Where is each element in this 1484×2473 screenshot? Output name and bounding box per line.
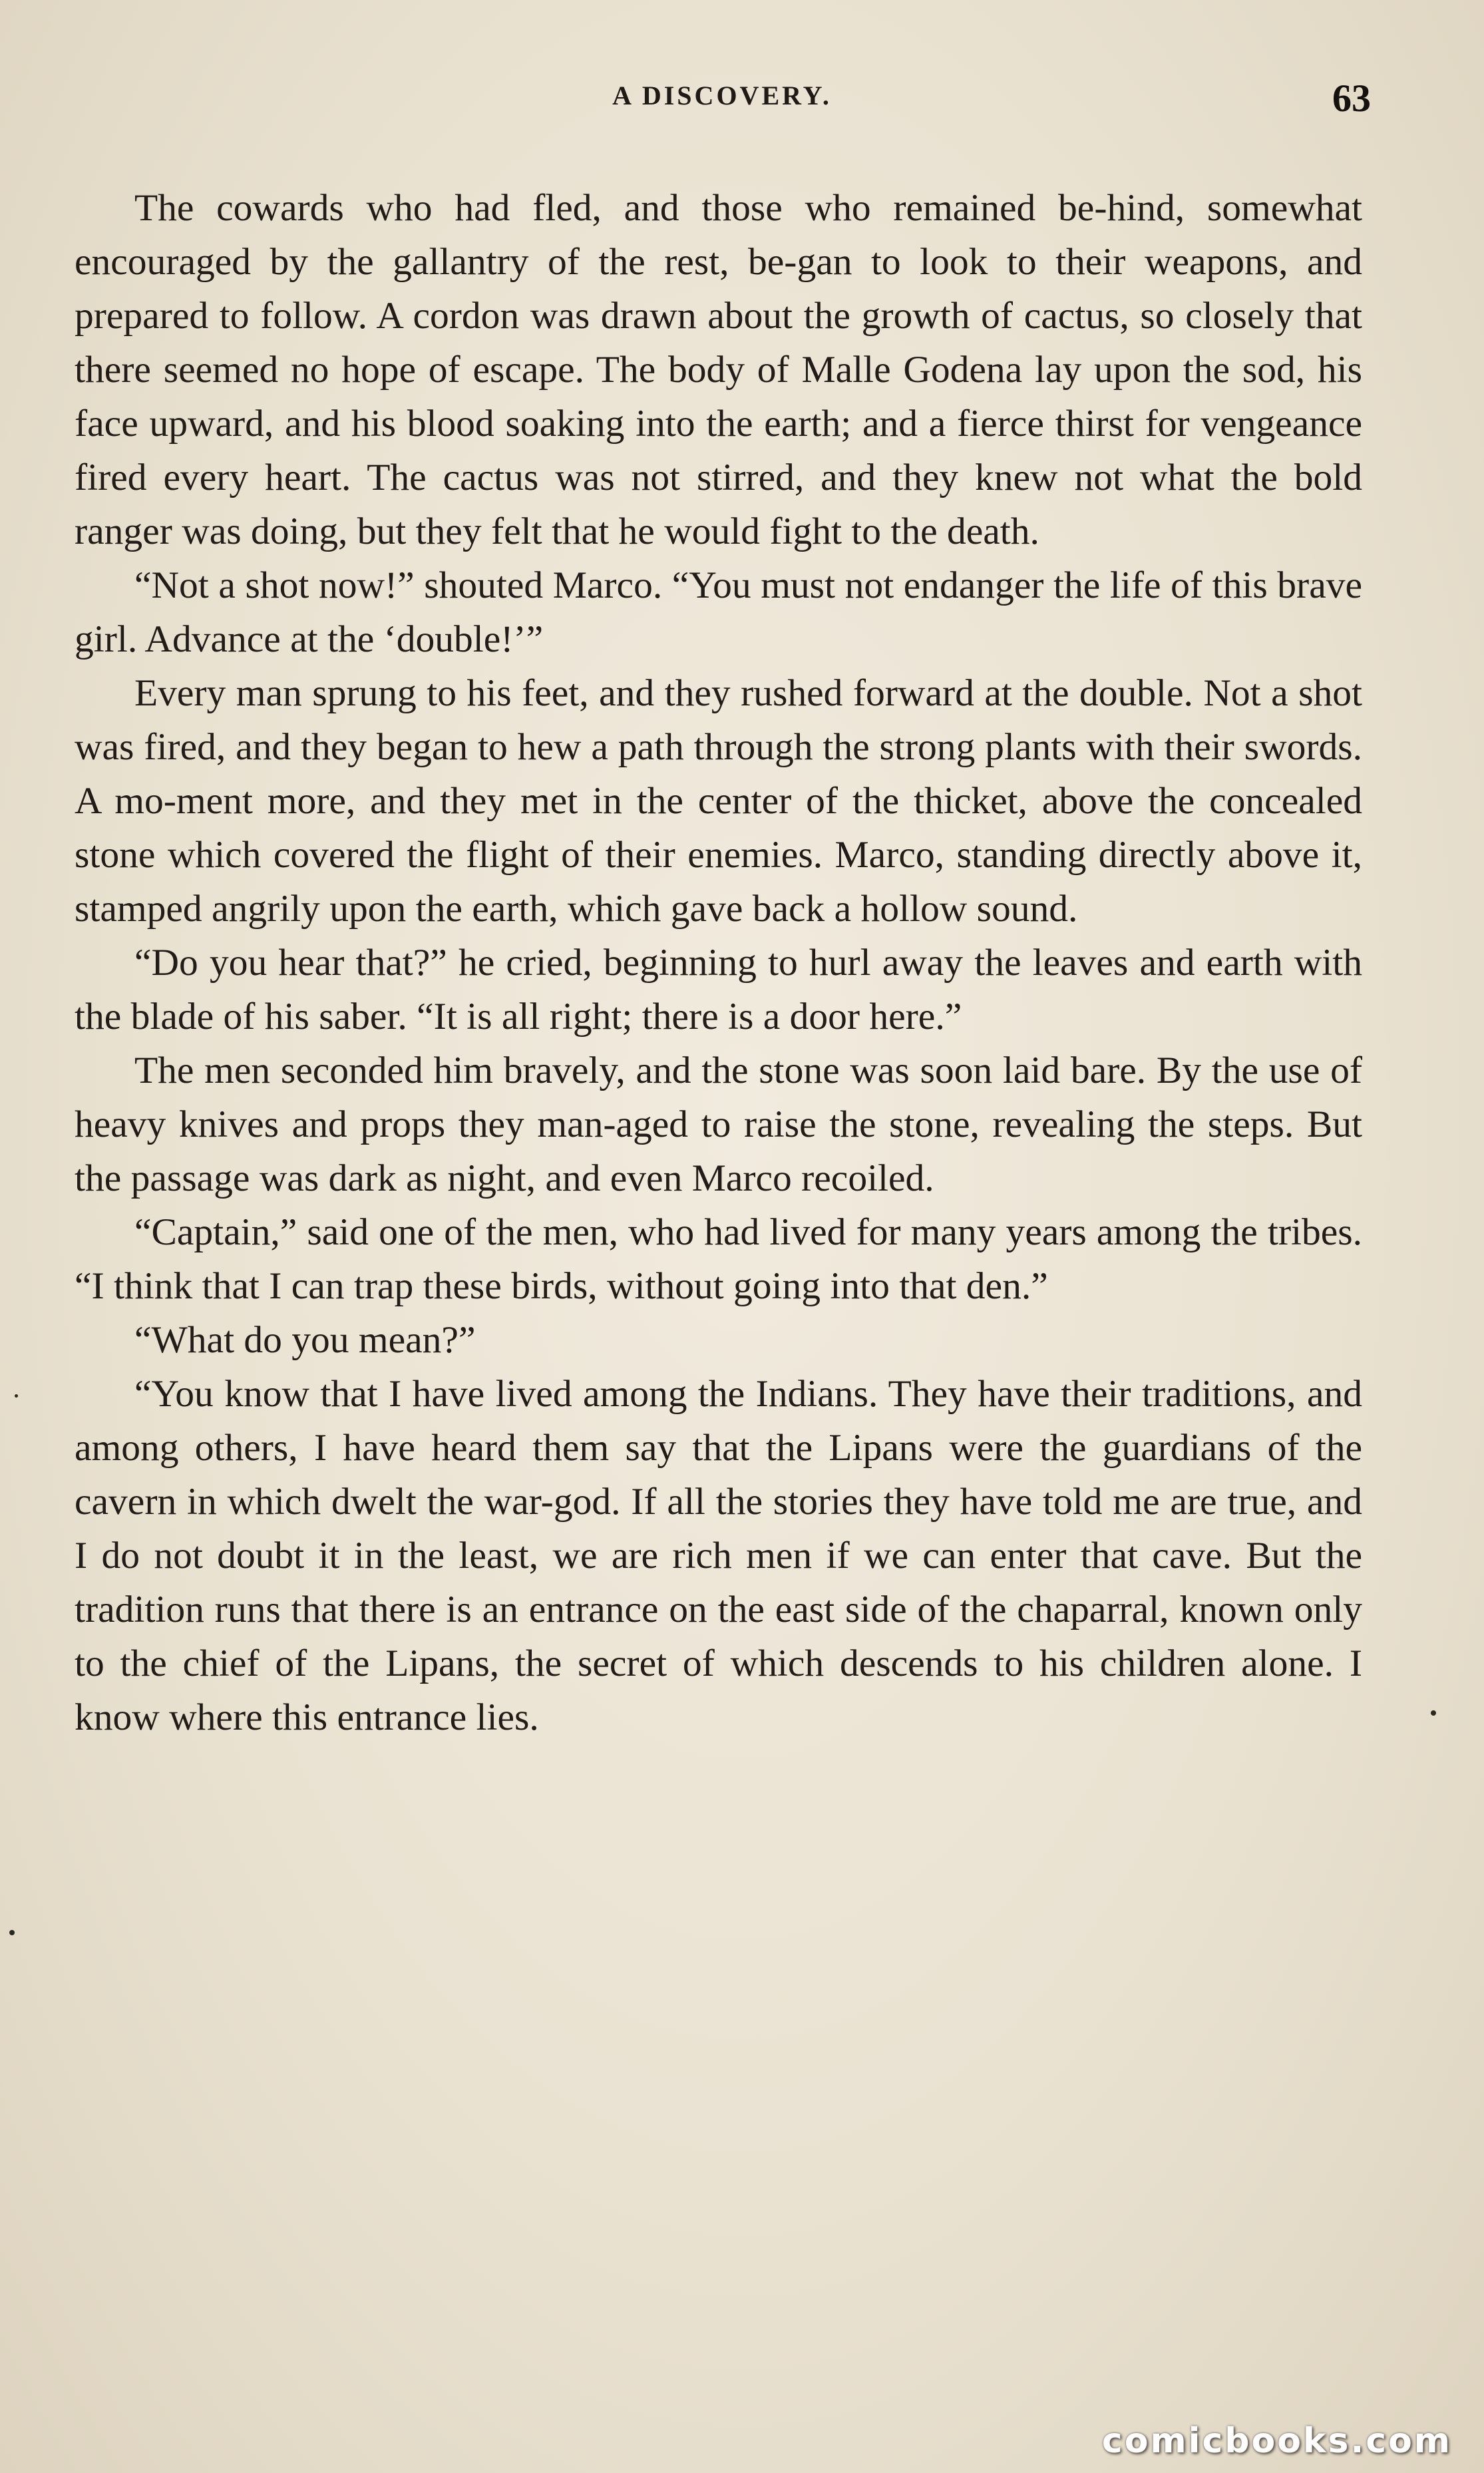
paragraph-4: “Do you hear that?” he cried, beginning to hurl away the leaves and earth with the blade of his saber. “It is all right; there is a door here.”: [75, 942, 1362, 1038]
running-head: A DISCOVERY.: [612, 81, 832, 110]
paragraph-3: Every man sprung to his feet, and they rushed forward at the double. Not a shot was fired, and they began to hew a path through the strong plants with their swords. A mo-ment more, and they met in the center of the thicket, above the concealed stone which covered the flight of their enemies. Marco, standing directly above it, stamped angrily upon the earth, which gave back a hollow sound.: [75, 672, 1362, 930]
paragraph-6: “Captain,” said one of the men, who had lived for many years among the tribes. “I think that I can trap these birds, without going into that den.”: [75, 1211, 1362, 1307]
ink-speck: [1431, 1710, 1436, 1716]
ink-speck: [15, 1394, 18, 1398]
paragraph-7: “What do you mean?”: [134, 1319, 476, 1361]
paragraph-5: The men seconded him bravely, and the stone was soon laid bare. By the use of heavy knives and props they man-aged to raise the stone, revealing the steps. But the passage was dark as night, and even Marco recoiled.: [75, 1049, 1362, 1199]
ink-speck: [9, 1930, 15, 1935]
body-text: [75, 181, 1362, 2297]
paragraph-8: “You know that I have lived among the Indians. They have their traditions, and among others, I have heard them say that the Lipans were the guardians of the cavern in which dwelt the war-god. If all the stories they have told me are true, and I do not doubt it in the least, we are rich men if we can enter that cave. But the tradition runs that there is an entrance on the east side of the chaparral, known only to the chief of the Lipans, the secret of which descends to his children alone. I know where this entrance lies.: [75, 1373, 1362, 1738]
watermark: comicbooks.com: [1101, 2421, 1452, 2461]
paragraph-1: The cowards who had fled, and those who remained be-hind, somewhat encouraged by the gallantry of the rest, be-gan to look to their weapons, and prepared to follow. A cordon was drawn about the growth of cactus, so closely that there seemed no hope of escape. The body of Malle Godena lay upon the sod, his face upward, and his blood soaking into the earth; and a fierce thirst for vengeance fired every heart. The cactus was not stirred, and they knew not what the bold ranger was doing, but they felt that he would fight to the death.: [75, 187, 1362, 552]
page-number: 63: [1332, 77, 1371, 120]
paragraph-2: “Not a shot now!” shouted Marco. “You must not endanger the life of this brave girl. Advance at the ‘double!’”: [75, 564, 1362, 660]
page-header: [73, 77, 1371, 126]
